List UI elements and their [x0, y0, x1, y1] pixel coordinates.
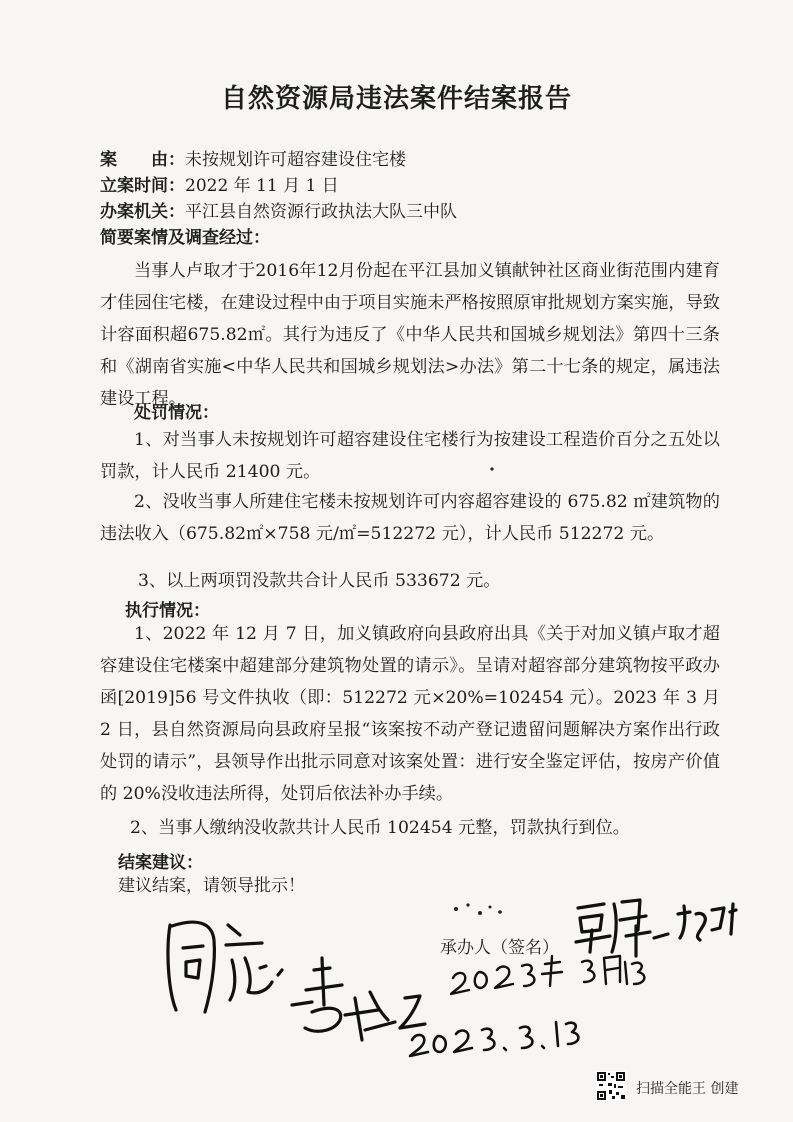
case-summary-paragraph: 当事人卢取才于2016年12月份起在平江县加义镇献钟社区商业街范围内建育才佳园住宅楼，在建设过程中由于项目实施未严格按照原审批规划方案实施，导致计容面积超675.82㎡。其行为违反了《中华人民共和国城乡规划法》第四十三条和《湖南省实施<中华人民共和国城乡规划法>办法》第二十七条的规定，属违法建设工程。 — [100, 261, 720, 409]
handler-date — [451, 956, 644, 994]
case-reason-value: 未按规划许可超容建设住宅楼 — [185, 150, 406, 170]
execution-heading: 执行情况： — [125, 601, 210, 621]
summary-heading: 简要案情及调查经过： — [100, 228, 270, 248]
execution-item-1: 1、2022 年 12 月 7 日，加义镇政府向县政府出具《关于对加义镇卢取才超容建设住宅楼案中超建部分建筑物处置的请示》。呈请对超容部分建筑物按平政办函[2019]56 号文件执收（即：512272 元×20%=102454 元）。2023 年 3 月 2 日，县自然资源局向县政府呈报“该案按不动产登记遗留问题解决方案作出行政处罚的请示”，县领导作出批示同意对该案处置：进行安全鉴定评估，按房产价值的 20%没收违法所得，处罚后依法补办手续。 — [100, 624, 720, 804]
approval-handwriting — [168, 922, 282, 1012]
execution-item-2: 2、当事人缴纳没收款共计人民币 102454 元整，罚款执行到位。 — [130, 818, 630, 838]
document-title: 自然资源局违法案件结案报告 — [220, 84, 572, 114]
handler-signature-label: 承办人（签名） — [440, 938, 559, 958]
penalty-item-1: 1、对当事人未按规划许可超容建设住宅楼行为按建设工程造价百分之五处以罚款，计人民币 21400 元。 — [100, 430, 720, 482]
filing-date-label: 立案时间： — [100, 176, 185, 196]
case-reason-label: 案 由： — [100, 150, 185, 170]
conclusion-heading: 结案建议： — [118, 853, 203, 873]
conclusion-text: 建议结案，请领导批示！ — [118, 876, 305, 896]
handling-office-value: 平江县自然资源行政执法大队三中队 — [185, 202, 457, 222]
filing-date-value: 2022 年 11 月 1 日 — [185, 176, 339, 196]
handling-office-label: 办案机关： — [100, 202, 185, 222]
scanner-watermark-text: 扫描全能王 创建 — [636, 1081, 739, 1097]
penalty-heading: 处罚情况： — [134, 403, 219, 423]
leader-date — [410, 1022, 578, 1056]
leader-signature — [292, 958, 425, 1040]
penalty-item-3: 3、以上两项罚没款共合计人民币 533672 元。 — [138, 571, 501, 591]
ink-dots — [454, 467, 502, 915]
handler-signature — [576, 900, 736, 956]
penalty-item-2: 2、没收当事人所建住宅楼未按规划许可内容超容建设的 675.82 ㎡建筑物的违法收入（675.82㎡×758 元/㎡=512272 元），计人民币 512272 元。 — [100, 492, 720, 544]
qr-code-icon — [596, 1071, 626, 1101]
